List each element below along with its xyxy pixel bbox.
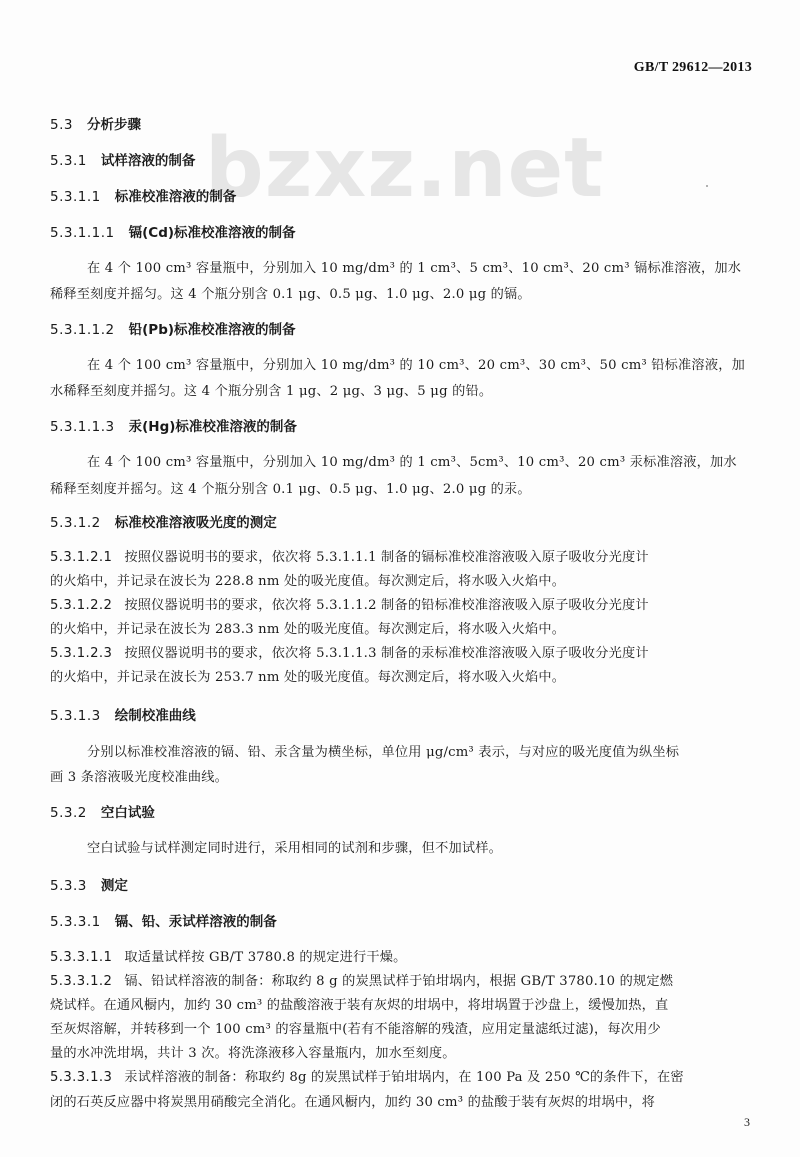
paragraph-line: 画 3 条溶液吸光度校准曲线。 bbox=[50, 770, 229, 785]
paragraph-line: 的火焰中，并记录在波长为 253.7 nm 处的吸光度值。每次测定后，将水吸入火焰中。 bbox=[50, 670, 566, 685]
paragraph-line: 空白试验与试样测定同时进行，采用相同的试剂和步骤，但不加试样。 bbox=[87, 841, 503, 856]
paragraph-line: 稀释至刻度并摇匀。这 4 个瓶分别含 0.1 μg、0.5 μg、1.0 μg、2.0 μg 的汞。 bbox=[50, 482, 531, 497]
clause-text: 汞试样溶液的制备：称取约 8g 的炭黑试样于铂坩埚内，在 100 Pa 及 250 ℃的条件下，在密 bbox=[124, 1070, 684, 1085]
section-number: 5.3 bbox=[50, 117, 73, 133]
section-number: 5.3.2 bbox=[50, 805, 87, 821]
paragraph-line: 量的水冲洗坩埚，共计 3 次。将洗涤液移入容量瓶内，加水至刻度。 bbox=[50, 1046, 456, 1061]
clause-number: 5.3.1.2.1 bbox=[50, 550, 113, 565]
heading-5-3-1-1-1 bbox=[50, 223, 296, 243]
section-number: 5.3.1 bbox=[50, 153, 87, 169]
section-number: 5.3.3.1 bbox=[50, 914, 101, 930]
heading-5-3 bbox=[50, 115, 141, 135]
heading-5-3-1-1 bbox=[50, 187, 236, 207]
heading-5-3-1-3 bbox=[50, 706, 196, 726]
section-number: 5.3.1.1.2 bbox=[50, 322, 115, 338]
paragraph-line: 在 4 个 100 cm³ 容量瓶中，分别加入 10 mg/dm³ 的 1 cm³、5cm³、10 cm³、20 cm³ 汞标准溶液，加水 bbox=[87, 455, 737, 470]
section-number: 5.3.1.3 bbox=[50, 708, 101, 724]
section-title: 标准校准溶液的制备 bbox=[114, 189, 237, 205]
section-title: 测定 bbox=[100, 878, 128, 894]
section-number: 5.3.1.1.1 bbox=[50, 225, 115, 241]
section-title: 铅(Pb)标准校准溶液的制备 bbox=[128, 322, 296, 338]
section-title: 分析步骤 bbox=[86, 117, 141, 133]
section-title: 标准校准溶液吸光度的测定 bbox=[114, 515, 277, 531]
clause-number: 5.3.1.2.2 bbox=[50, 598, 113, 613]
watermark: bzxz.net bbox=[205, 121, 605, 216]
section-number: 5.3.3 bbox=[50, 878, 87, 894]
section-number: 5.3.1.1.3 bbox=[50, 419, 115, 435]
standard-code-header: GB/T 29612—2013 bbox=[633, 60, 752, 75]
clause-5-3-3-1-2 bbox=[50, 972, 673, 992]
clause-number: 5.3.3.1.3 bbox=[50, 1070, 113, 1085]
heading-5-3-3 bbox=[50, 876, 128, 896]
section-title: 试样溶液的制备 bbox=[100, 153, 196, 169]
section-title: 镉、铅、汞试样溶液的制备 bbox=[114, 914, 277, 930]
section-number: 5.3.1.1 bbox=[50, 189, 101, 205]
section-number: 5.3.1.2 bbox=[50, 515, 101, 531]
scan-speck bbox=[706, 185, 708, 187]
heading-5-3-1-2 bbox=[50, 513, 277, 533]
clause-text: 按照仪器说明书的要求，依次将 5.3.1.1.1 制备的镉标准校准溶液吸入原子吸收分光度计 bbox=[124, 550, 649, 565]
clause-text: 镉、铅试样溶液的制备：称取约 8 g 的炭黑试样于铂坩埚内，根据 GB/T 3780.10 的规定燃 bbox=[124, 974, 674, 989]
clause-number: 5.3.1.2.3 bbox=[50, 646, 113, 661]
clause-5-3-1-2-2 bbox=[50, 596, 649, 616]
clause-5-3-1-2-3 bbox=[50, 644, 649, 664]
clause-5-3-3-1-3 bbox=[50, 1068, 684, 1088]
paragraph-line: 闭的石英反应器中将炭黑用硝酸完全消化。在通风橱内，加约 30 cm³ 的盐酸于装有灰烬的坩埚中，将 bbox=[50, 1095, 656, 1110]
paragraph-line: 在 4 个 100 cm³ 容量瓶中，分别加入 10 mg/dm³ 的 1 cm³、5 cm³、10 cm³、20 cm³ 镉标准溶液，加水 bbox=[87, 261, 742, 276]
paragraph-line: 水稀释至刻度并摇匀。这 4 个瓶分别含 1 μg、2 μg、3 μg、5 μg 的铅。 bbox=[50, 384, 493, 399]
page-number: 3 bbox=[744, 1115, 750, 1129]
section-title: 汞(Hg)标准校准溶液的制备 bbox=[128, 419, 297, 435]
section-title: 绘制校准曲线 bbox=[114, 708, 196, 724]
clause-text: 按照仪器说明书的要求，依次将 5.3.1.1.2 制备的铅标准校准溶液吸入原子吸收分光度计 bbox=[124, 598, 649, 613]
paragraph-line: 稀释至刻度并摇匀。这 4 个瓶分别含 0.1 μg、0.5 μg、1.0 μg、2.0 μg 的镉。 bbox=[50, 287, 531, 302]
clause-5-3-1-2-1 bbox=[50, 548, 649, 568]
heading-5-3-2 bbox=[50, 803, 155, 823]
clause-text: 取适量试样按 GB/T 3780.8 的规定进行干燥。 bbox=[124, 950, 407, 965]
section-title: 空白试验 bbox=[100, 805, 155, 821]
clause-5-3-3-1-1 bbox=[50, 948, 407, 968]
heading-5-3-1-1-3 bbox=[50, 417, 297, 437]
heading-5-3-1-1-2 bbox=[50, 320, 296, 340]
section-title: 镉(Cd)标准校准溶液的制备 bbox=[128, 225, 296, 241]
paragraph-line: 的火焰中，并记录在波长为 283.3 nm 处的吸光度值。每次测定后，将水吸入火焰中。 bbox=[50, 622, 566, 637]
paragraph-line: 的火焰中，并记录在波长为 228.8 nm 处的吸光度值。每次测定后，将水吸入火焰中。 bbox=[50, 574, 566, 589]
heading-5-3-3-1 bbox=[50, 912, 277, 932]
clause-number: 5.3.3.1.2 bbox=[50, 974, 113, 989]
paragraph-line: 烧试样。在通风橱内，加约 30 cm³ 的盐酸溶液于装有灰烬的坩埚中，将坩埚置于沙盘上，缓慢加热，直 bbox=[50, 998, 669, 1013]
paragraph-line: 分别以标准校准溶液的镉、铅、汞含量为横坐标，单位用 μg/cm³ 表示，与对应的吸光度值为纵坐标 bbox=[87, 745, 680, 760]
clause-text: 按照仪器说明书的要求，依次将 5.3.1.1.3 制备的汞标准校准溶液吸入原子吸收分光度计 bbox=[124, 646, 649, 661]
clause-number: 5.3.3.1.1 bbox=[50, 950, 113, 965]
paragraph-line: 在 4 个 100 cm³ 容量瓶中，分别加入 10 mg/dm³ 的 10 cm³、20 cm³、30 cm³、50 cm³ 铅标准溶液，加 bbox=[87, 358, 745, 373]
heading-5-3-1 bbox=[50, 151, 195, 171]
paragraph-line: 至灰烬溶解，并转移到一个 100 cm³ 的容量瓶中(若有不能溶解的残渣，应用定量滤纸过滤)，每次用少 bbox=[50, 1022, 661, 1037]
